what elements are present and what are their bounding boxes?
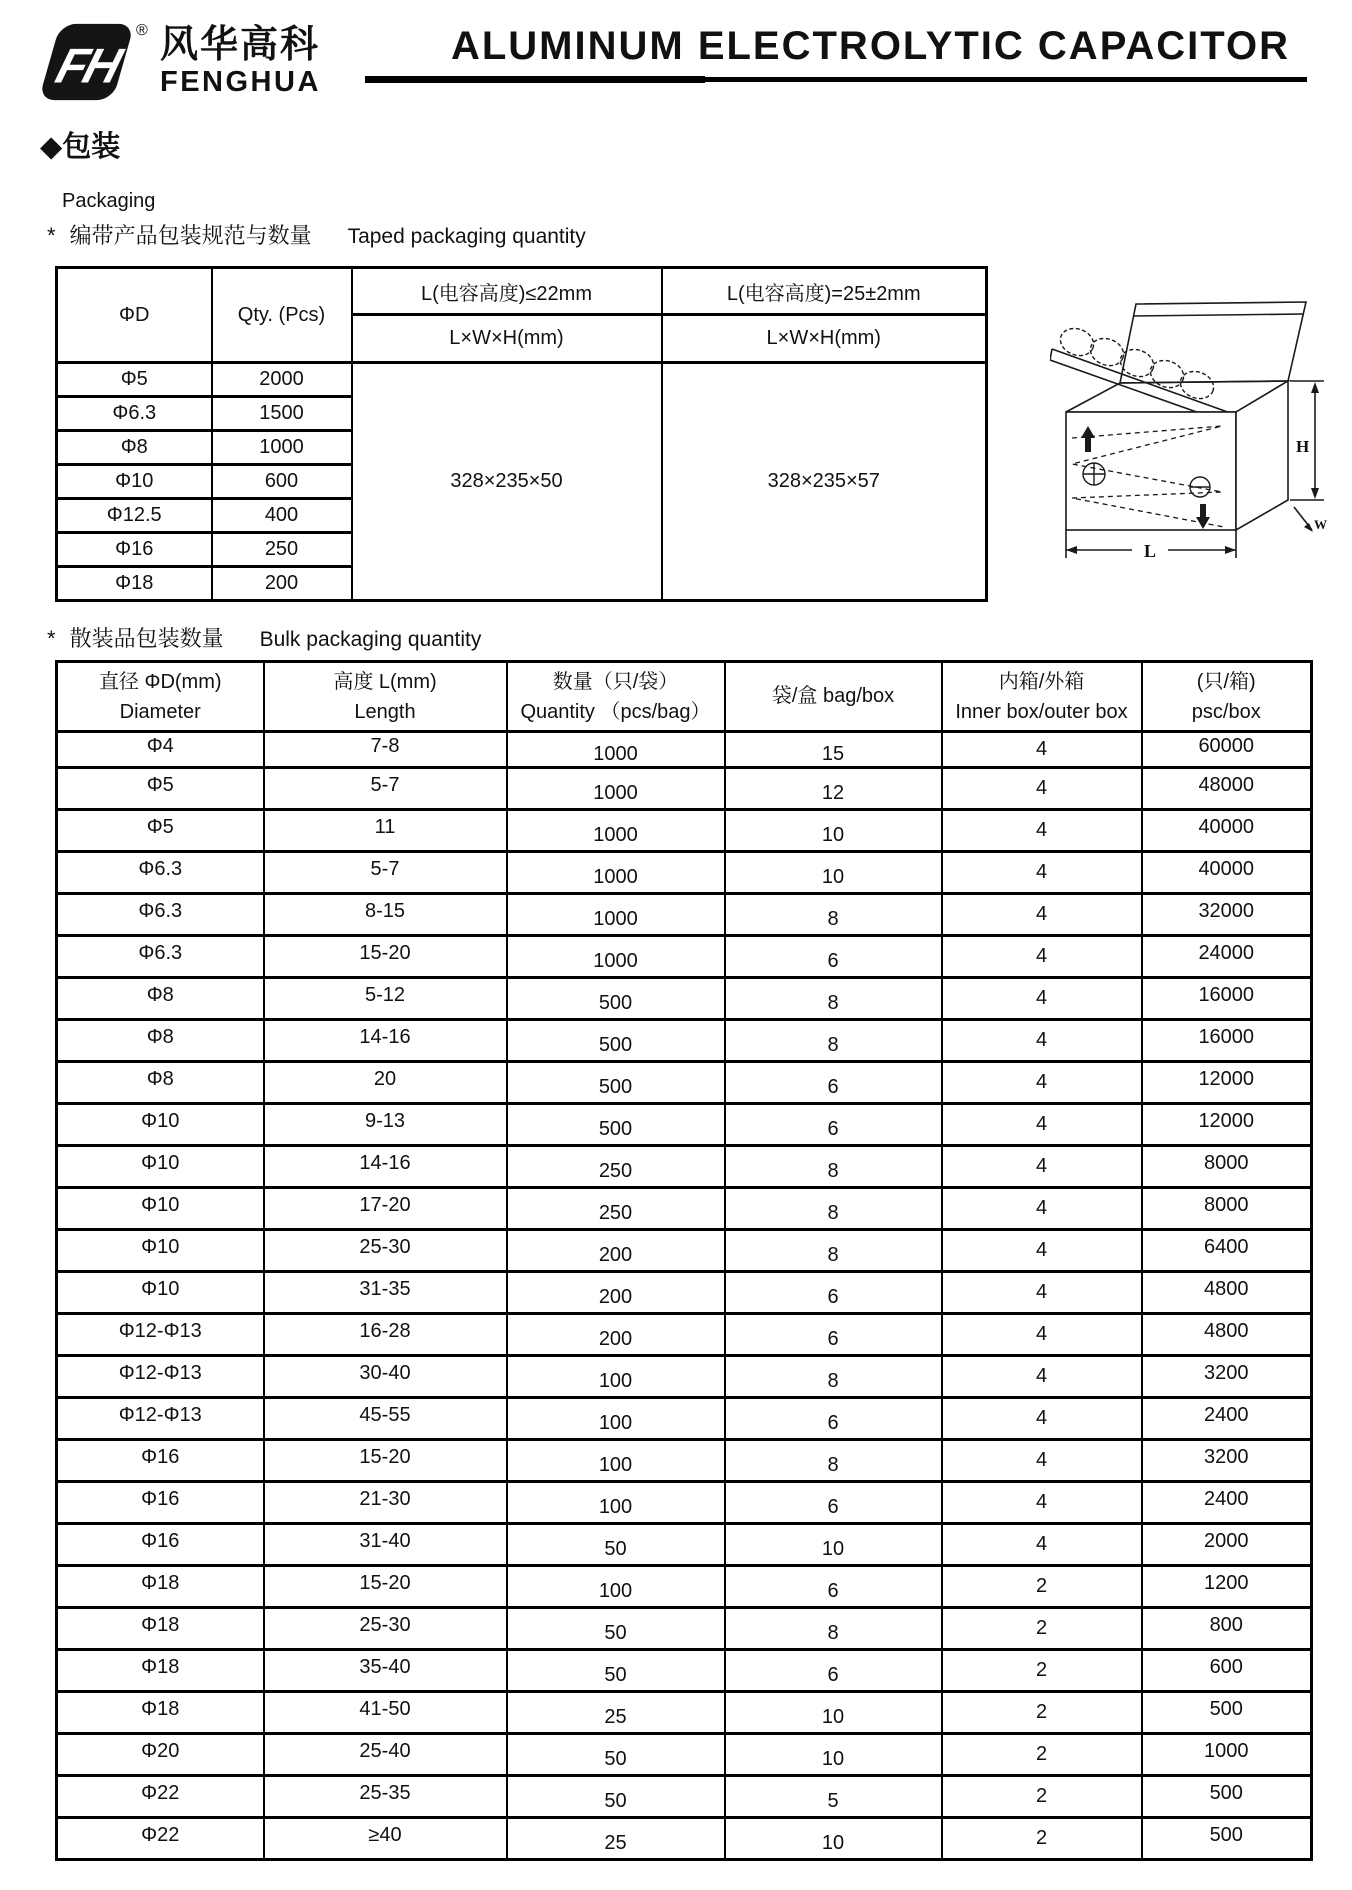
taped-packaging-table	[55, 266, 988, 602]
bulk-packaging-title	[47, 622, 481, 653]
bulk-table-cell: Φ18	[57, 1608, 264, 1650]
bulk-table-cell: 15-20	[264, 1566, 507, 1608]
bulk-table-cell: 1000	[507, 732, 725, 768]
taped-size-l25-cell: 328×235×57	[662, 363, 987, 601]
bulk-table-cell: Φ5	[57, 810, 264, 852]
bulk-table-cell: Φ10	[57, 1230, 264, 1272]
bulk-table-cell: 10	[725, 810, 942, 852]
bulk-table-cell: 50	[507, 1608, 725, 1650]
bulk-table-cell: 10	[725, 1524, 942, 1566]
bulk-table-cell: 25-30	[264, 1608, 507, 1650]
taped-col-l25: L(电容高度)=25±2mm	[662, 268, 987, 315]
bulk-table-cell: 31-40	[264, 1524, 507, 1566]
bulk-table-cell: 5-7	[264, 852, 507, 894]
bulk-table-cell: 4	[942, 768, 1142, 810]
bulk-table-cell: 8	[725, 1440, 942, 1482]
bulk-table-cell: 4800	[1142, 1272, 1312, 1314]
bulk-table-cell: 14-16	[264, 1146, 507, 1188]
bulk-col-inner-outer-box: 内箱/外箱 Inner box/outer box	[942, 662, 1142, 732]
bulk-table-row	[57, 1398, 1312, 1440]
bulk-table-cell: 6	[725, 1566, 942, 1608]
bulk-table-body	[57, 732, 1312, 1860]
bulk-table-cell: 6	[725, 1104, 942, 1146]
bulk-title-en: Bulk packaging quantity	[259, 628, 482, 651]
bulk-table-cell: 7-8	[264, 732, 507, 768]
taped-table-cell: 200	[212, 567, 352, 601]
bulk-table-cell: 16-28	[264, 1314, 507, 1356]
bulk-table-cell: 500	[1142, 1776, 1312, 1818]
bulk-table-cell: 10	[725, 1818, 942, 1860]
taped-table-cell: Φ10	[57, 465, 212, 499]
taped-table-cell: Φ6.3	[57, 397, 212, 431]
bulk-table-cell: 800	[1142, 1608, 1312, 1650]
bulk-table-cell: ≥40	[264, 1818, 507, 1860]
taped-title-en: Taped packaging quantity	[347, 225, 586, 248]
bulk-table-cell: 4	[942, 732, 1142, 768]
bulk-table-cell: 500	[507, 1062, 725, 1104]
taped-table-cell: 1000	[212, 431, 352, 465]
bulk-table-cell: 12000	[1142, 1062, 1312, 1104]
bulk-table-row	[57, 978, 1312, 1020]
bulk-table-cell: 50	[507, 1734, 725, 1776]
bulk-table-cell: Φ6.3	[57, 936, 264, 978]
bulk-table-cell: 1000	[507, 810, 725, 852]
bulk-table-cell: 1000	[1142, 1734, 1312, 1776]
bulk-table-cell: 9-13	[264, 1104, 507, 1146]
bulk-table-cell: 3200	[1142, 1440, 1312, 1482]
bulk-table-cell: 6	[725, 1482, 942, 1524]
bulk-table-cell: 4	[942, 810, 1142, 852]
box-front-face	[1066, 412, 1236, 530]
bulk-title-cjk: 散装品包装数量	[69, 626, 224, 651]
bulk-table-cell: 5-7	[264, 768, 507, 810]
bulk-table-cell: Φ16	[57, 1524, 264, 1566]
bulk-table-cell: Φ12-Φ13	[57, 1314, 264, 1356]
bulk-table-cell: 4800	[1142, 1314, 1312, 1356]
taped-table-cell: 2000	[212, 363, 352, 397]
bulk-table-cell: 4	[942, 1272, 1142, 1314]
bulk-table-cell: Φ8	[57, 1020, 264, 1062]
bulk-table-row	[57, 768, 1312, 810]
taped-table-body	[57, 363, 987, 601]
taped-table-cell: 400	[212, 499, 352, 533]
box-right-face	[1236, 381, 1288, 530]
bulk-table-cell: Φ20	[57, 1734, 264, 1776]
bulk-table-cell: 6	[725, 1272, 942, 1314]
bulk-col-quantity: 数量（只/袋） Quantity （pcs/bag）	[507, 662, 725, 732]
bulk-table-cell: 2	[942, 1734, 1142, 1776]
bullet-asterisk: *	[47, 223, 56, 248]
bulk-table-cell: Φ10	[57, 1146, 264, 1188]
bulk-table-cell: 10	[725, 852, 942, 894]
bulk-table-cell: 2400	[1142, 1482, 1312, 1524]
taped-table-cell: 250	[212, 533, 352, 567]
bulk-table-row	[57, 1692, 1312, 1734]
bulk-table-cell: Φ8	[57, 1062, 264, 1104]
taped-table-cell: Φ12.5	[57, 499, 212, 533]
bulk-table-cell: 2	[942, 1650, 1142, 1692]
bulk-table-row	[57, 852, 1312, 894]
bulk-table-cell: 8	[725, 978, 942, 1020]
bulk-col-diameter: 直径 ΦD(mm) Diameter	[57, 662, 264, 732]
bulk-table-row	[57, 810, 1312, 852]
bulk-table-cell: 4	[942, 1104, 1142, 1146]
bulk-table-cell: 10	[725, 1734, 942, 1776]
bulk-col-length: 高度 L(mm) Length	[264, 662, 507, 732]
bulk-table-cell: 11	[264, 810, 507, 852]
bulk-table-cell: 2400	[1142, 1398, 1312, 1440]
bulk-table-cell: 8	[725, 1146, 942, 1188]
bulk-table-cell: 16000	[1142, 978, 1312, 1020]
bulk-table-cell: Φ16	[57, 1440, 264, 1482]
bulk-table-cell: Φ22	[57, 1776, 264, 1818]
bulk-table-row	[57, 1734, 1312, 1776]
header-rule-thick	[365, 76, 705, 83]
taped-size-l22-cell: 328×235×50	[352, 363, 662, 601]
bulk-table-cell: 600	[1142, 1650, 1312, 1692]
bulk-table-cell: 15-20	[264, 936, 507, 978]
bulk-table-cell: 4	[942, 1524, 1142, 1566]
bulk-table-cell: Φ8	[57, 978, 264, 1020]
bulk-table-cell: 4	[942, 1314, 1142, 1356]
bulk-table-cell: 25	[507, 1692, 725, 1734]
page-title: ALUMINUM ELECTROLYTIC CAPACITOR	[450, 24, 1290, 68]
bulk-table-cell: 48000	[1142, 768, 1312, 810]
taped-header-row-1	[57, 268, 987, 315]
bulk-table-cell: 6	[725, 1314, 942, 1356]
bulk-table-cell: Φ18	[57, 1650, 264, 1692]
bulk-table-cell: 25-30	[264, 1230, 507, 1272]
bulk-table-cell: 4	[942, 1020, 1142, 1062]
bulk-table-cell: 17-20	[264, 1188, 507, 1230]
bulk-table-cell: 41-50	[264, 1692, 507, 1734]
bulk-table-cell: 1000	[507, 852, 725, 894]
bulk-table-row	[57, 1062, 1312, 1104]
polarity-plus-icon	[1083, 463, 1105, 485]
bulk-table-cell: 35-40	[264, 1650, 507, 1692]
registered-trademark-symbol: ®	[136, 22, 148, 39]
bulk-table-cell: 8000	[1142, 1146, 1312, 1188]
bulk-table-cell: 8000	[1142, 1188, 1312, 1230]
bulk-packaging-table	[55, 660, 1313, 1861]
bulk-table-cell: 500	[1142, 1818, 1312, 1860]
bulk-table-cell: 2	[942, 1818, 1142, 1860]
bulk-table-cell: 4	[942, 1440, 1142, 1482]
bulk-table-row	[57, 1020, 1312, 1062]
bulk-table-row	[57, 1608, 1312, 1650]
bulk-table-cell: 200	[507, 1272, 725, 1314]
bulk-table-cell: 30-40	[264, 1356, 507, 1398]
bulk-table-row	[57, 1146, 1312, 1188]
bulk-table-cell: 6	[725, 1062, 942, 1104]
bulk-table-cell: Φ6.3	[57, 894, 264, 936]
bulk-table-cell: Φ4	[57, 732, 264, 768]
packaging-box-diagram	[1050, 286, 1350, 581]
bulk-table-cell: 10	[725, 1692, 942, 1734]
bulk-table-row	[57, 1482, 1312, 1524]
bulk-table-cell: Φ12-Φ13	[57, 1398, 264, 1440]
taped-subcol-lwh-left: L×W×H(mm)	[352, 315, 662, 363]
bulk-table-row	[57, 1818, 1312, 1860]
bulk-table-row	[57, 1230, 1312, 1272]
bulk-table-cell: 31-35	[264, 1272, 507, 1314]
dimension-w-label: W	[1314, 517, 1327, 532]
bulk-table-cell: 50	[507, 1776, 725, 1818]
bulk-table-cell: 12	[725, 768, 942, 810]
bulk-table-row	[57, 1524, 1312, 1566]
dimension-l-label: L	[1144, 541, 1157, 561]
bulk-table-cell: 2	[942, 1776, 1142, 1818]
bulk-table-cell: 2	[942, 1692, 1142, 1734]
bulk-table-row	[57, 936, 1312, 978]
bulk-table-cell: 8	[725, 1230, 942, 1272]
taped-table-cell: Φ18	[57, 567, 212, 601]
bulk-table-cell: 16000	[1142, 1020, 1312, 1062]
bulk-table-cell: 12000	[1142, 1104, 1312, 1146]
fenghua-logo-mark-icon	[26, 20, 134, 109]
bulk-table-cell: 100	[507, 1566, 725, 1608]
bulk-table-row	[57, 1356, 1312, 1398]
bulk-table-cell: 15	[725, 732, 942, 768]
bulk-table-row	[57, 1776, 1312, 1818]
bulk-table-cell: 5-12	[264, 978, 507, 1020]
bulk-table-cell: 45-55	[264, 1398, 507, 1440]
bulk-table-cell: 6400	[1142, 1230, 1312, 1272]
bulk-table-cell: Φ6.3	[57, 852, 264, 894]
bulk-table-cell: 1200	[1142, 1566, 1312, 1608]
svg-text:FH: FH	[50, 38, 126, 94]
bulk-table-cell: 8-15	[264, 894, 507, 936]
bulk-table-cell: Φ10	[57, 1188, 264, 1230]
taped-col-l22: L(电容高度)≤22mm	[352, 268, 662, 315]
bulk-table-cell: 500	[507, 978, 725, 1020]
bulk-table-cell: 24000	[1142, 936, 1312, 978]
bulk-table-row	[57, 1104, 1312, 1146]
bulk-table-cell: 60000	[1142, 732, 1312, 768]
bulk-table-cell: 500	[507, 1020, 725, 1062]
bulk-table-cell: 8	[725, 1020, 942, 1062]
taped-col-diameter: ΦD	[57, 268, 212, 363]
bulk-table-cell: 5	[725, 1776, 942, 1818]
bulk-table-cell: 6	[725, 1398, 942, 1440]
taped-subcol-lwh-right: L×W×H(mm)	[662, 315, 987, 363]
bulk-table-row	[57, 1188, 1312, 1230]
bulk-table-cell: Φ18	[57, 1692, 264, 1734]
bulk-table-cell: 1000	[507, 936, 725, 978]
bulk-table-cell: 100	[507, 1356, 725, 1398]
bulk-table-cell: 25-40	[264, 1734, 507, 1776]
bulk-table-cell: 25	[507, 1818, 725, 1860]
taped-packaging-title	[47, 219, 586, 250]
bulk-table-cell: 4	[942, 1146, 1142, 1188]
bulk-table-cell: 21-30	[264, 1482, 507, 1524]
bulk-table-cell: 6	[725, 1650, 942, 1692]
bulk-table-cell: 8	[725, 894, 942, 936]
bulk-table-row	[57, 894, 1312, 936]
bulk-table-cell: 2000	[1142, 1524, 1312, 1566]
bulk-table-cell: 4	[942, 936, 1142, 978]
logo-company-name-cjk: 风华高科	[160, 24, 321, 66]
bulk-table-row	[57, 1566, 1312, 1608]
box-lid	[1120, 302, 1306, 383]
bullet-asterisk: *	[47, 626, 56, 651]
bulk-table-cell: Φ10	[57, 1104, 264, 1146]
section-heading-packaging-en: Packaging	[62, 190, 156, 212]
bulk-table-cell: 50	[507, 1650, 725, 1692]
bulk-table-cell: 14-16	[264, 1020, 507, 1062]
dimension-w	[1294, 507, 1313, 532]
taped-table-cell: 600	[212, 465, 352, 499]
bulk-col-pcs-box: (只/箱) psc/box	[1142, 662, 1312, 732]
bulk-table-cell: 50	[507, 1524, 725, 1566]
bulk-header-row	[57, 662, 1312, 732]
bulk-table-cell: 200	[507, 1314, 725, 1356]
bulk-table-row	[57, 1650, 1312, 1692]
bulk-table-cell: 4	[942, 852, 1142, 894]
bulk-table-cell: 8	[725, 1608, 942, 1650]
bulk-table-cell: 4	[942, 1398, 1142, 1440]
bulk-table-cell: 8	[725, 1188, 942, 1230]
logo-company-name-latin: FENGHUA	[160, 66, 321, 98]
bulk-table-row	[57, 732, 1312, 768]
taped-table-cell: 1500	[212, 397, 352, 431]
bulk-table-row	[57, 1272, 1312, 1314]
bulk-table-cell: 2	[942, 1608, 1142, 1650]
bulk-table-cell: 32000	[1142, 894, 1312, 936]
bulk-table-cell: 100	[507, 1440, 725, 1482]
bulk-table-cell: 100	[507, 1398, 725, 1440]
bulk-table-cell: 3200	[1142, 1356, 1312, 1398]
bulk-table-cell: 500	[1142, 1692, 1312, 1734]
bulk-table-cell: 100	[507, 1482, 725, 1524]
bulk-table-cell: Φ5	[57, 768, 264, 810]
bulk-table-cell: Φ22	[57, 1818, 264, 1860]
bulk-table-cell: 4	[942, 978, 1142, 1020]
bulk-table-row	[57, 1440, 1312, 1482]
bulk-table-cell: 1000	[507, 894, 725, 936]
bulk-table-cell: 4	[942, 894, 1142, 936]
bulk-col-bag-box: 袋/盒 bag/box	[725, 662, 942, 732]
bulk-table-cell: 250	[507, 1146, 725, 1188]
bulk-table-row	[57, 1314, 1312, 1356]
bulk-table-cell: 200	[507, 1230, 725, 1272]
taped-title-cjk: 编带产品包装规范与数量	[69, 223, 312, 248]
bulk-table-cell: 4	[942, 1482, 1142, 1524]
bulk-table-cell: 40000	[1142, 852, 1312, 894]
bulk-table-cell: 500	[507, 1104, 725, 1146]
bulk-table-cell: Φ12-Φ13	[57, 1356, 264, 1398]
bulk-table-cell: Φ16	[57, 1482, 264, 1524]
section-heading-packaging-cjk: ◆包装	[40, 131, 121, 163]
bulk-table-cell: 250	[507, 1188, 725, 1230]
taped-table-cell: Φ8	[57, 431, 212, 465]
bulk-table-cell: 2	[942, 1566, 1142, 1608]
bulk-table-cell: 4	[942, 1188, 1142, 1230]
bulk-table-cell: 4	[942, 1356, 1142, 1398]
bulk-table-cell: 15-20	[264, 1440, 507, 1482]
bulk-table-cell: Φ10	[57, 1272, 264, 1314]
bulk-table-cell: 6	[725, 936, 942, 978]
taped-table-cell: Φ16	[57, 533, 212, 567]
bulk-table-cell: 1000	[507, 768, 725, 810]
bulk-table-cell: 8	[725, 1356, 942, 1398]
header-rule-thin	[700, 77, 1307, 82]
bulk-table-cell: 20	[264, 1062, 507, 1104]
bulk-table-cell: 4	[942, 1230, 1142, 1272]
bulk-table-cell: Φ18	[57, 1566, 264, 1608]
taped-table-row	[57, 363, 987, 397]
taped-col-qty: Qty. (Pcs)	[212, 268, 352, 363]
taped-table-cell: Φ5	[57, 363, 212, 397]
bulk-table-cell: 25-35	[264, 1776, 507, 1818]
bulk-table-cell: 4	[942, 1062, 1142, 1104]
dimension-h-label: H	[1296, 437, 1310, 456]
bulk-table-cell: 40000	[1142, 810, 1312, 852]
